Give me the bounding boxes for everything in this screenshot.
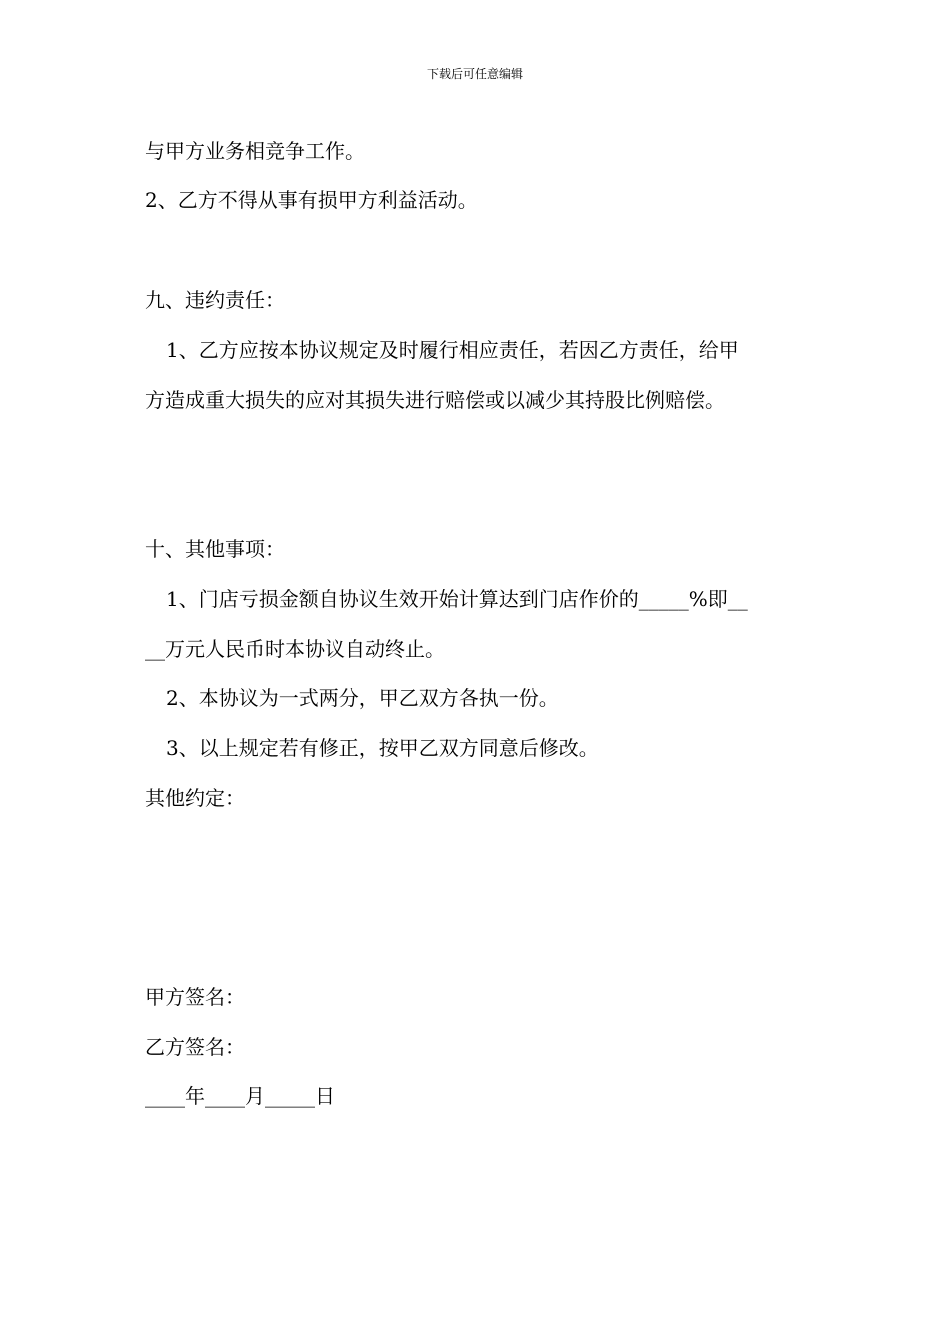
party-b-signature: 乙方签名：	[145, 1035, 245, 1059]
page-header: 下载后可任意编辑	[426, 67, 523, 81]
section-heading: 十、其他事项：	[145, 537, 285, 561]
paragraph-line: 2、乙方不得从事有损甲方利益活动。	[145, 188, 478, 212]
section-heading: 其他约定：	[145, 786, 245, 810]
paragraph-line: 2、本协议为一式两分，甲乙双方各执一份。	[166, 686, 559, 710]
paragraph-line: 与甲方业务相竞争工作。	[145, 139, 365, 163]
paragraph-line: 方造成重大损失的应对其损失进行赔偿或以减少其持股比例赔偿。	[145, 388, 725, 412]
paragraph-line: 1、门店亏损金额自协议生效开始计算达到门店作价的_____%即__	[166, 587, 748, 611]
date-line: ____年____月_____日	[145, 1084, 335, 1108]
paragraph-line: 3、以上规定若有修正，按甲乙双方同意后修改。	[166, 736, 599, 760]
paragraph-line: 1、乙方应按本协议规定及时履行相应责任，若因乙方责任，给甲	[166, 338, 739, 362]
paragraph-line: __万元人民币时本协议自动终止。	[145, 637, 445, 661]
party-a-signature: 甲方签名：	[145, 985, 245, 1009]
section-heading: 九、违约责任：	[145, 288, 285, 312]
